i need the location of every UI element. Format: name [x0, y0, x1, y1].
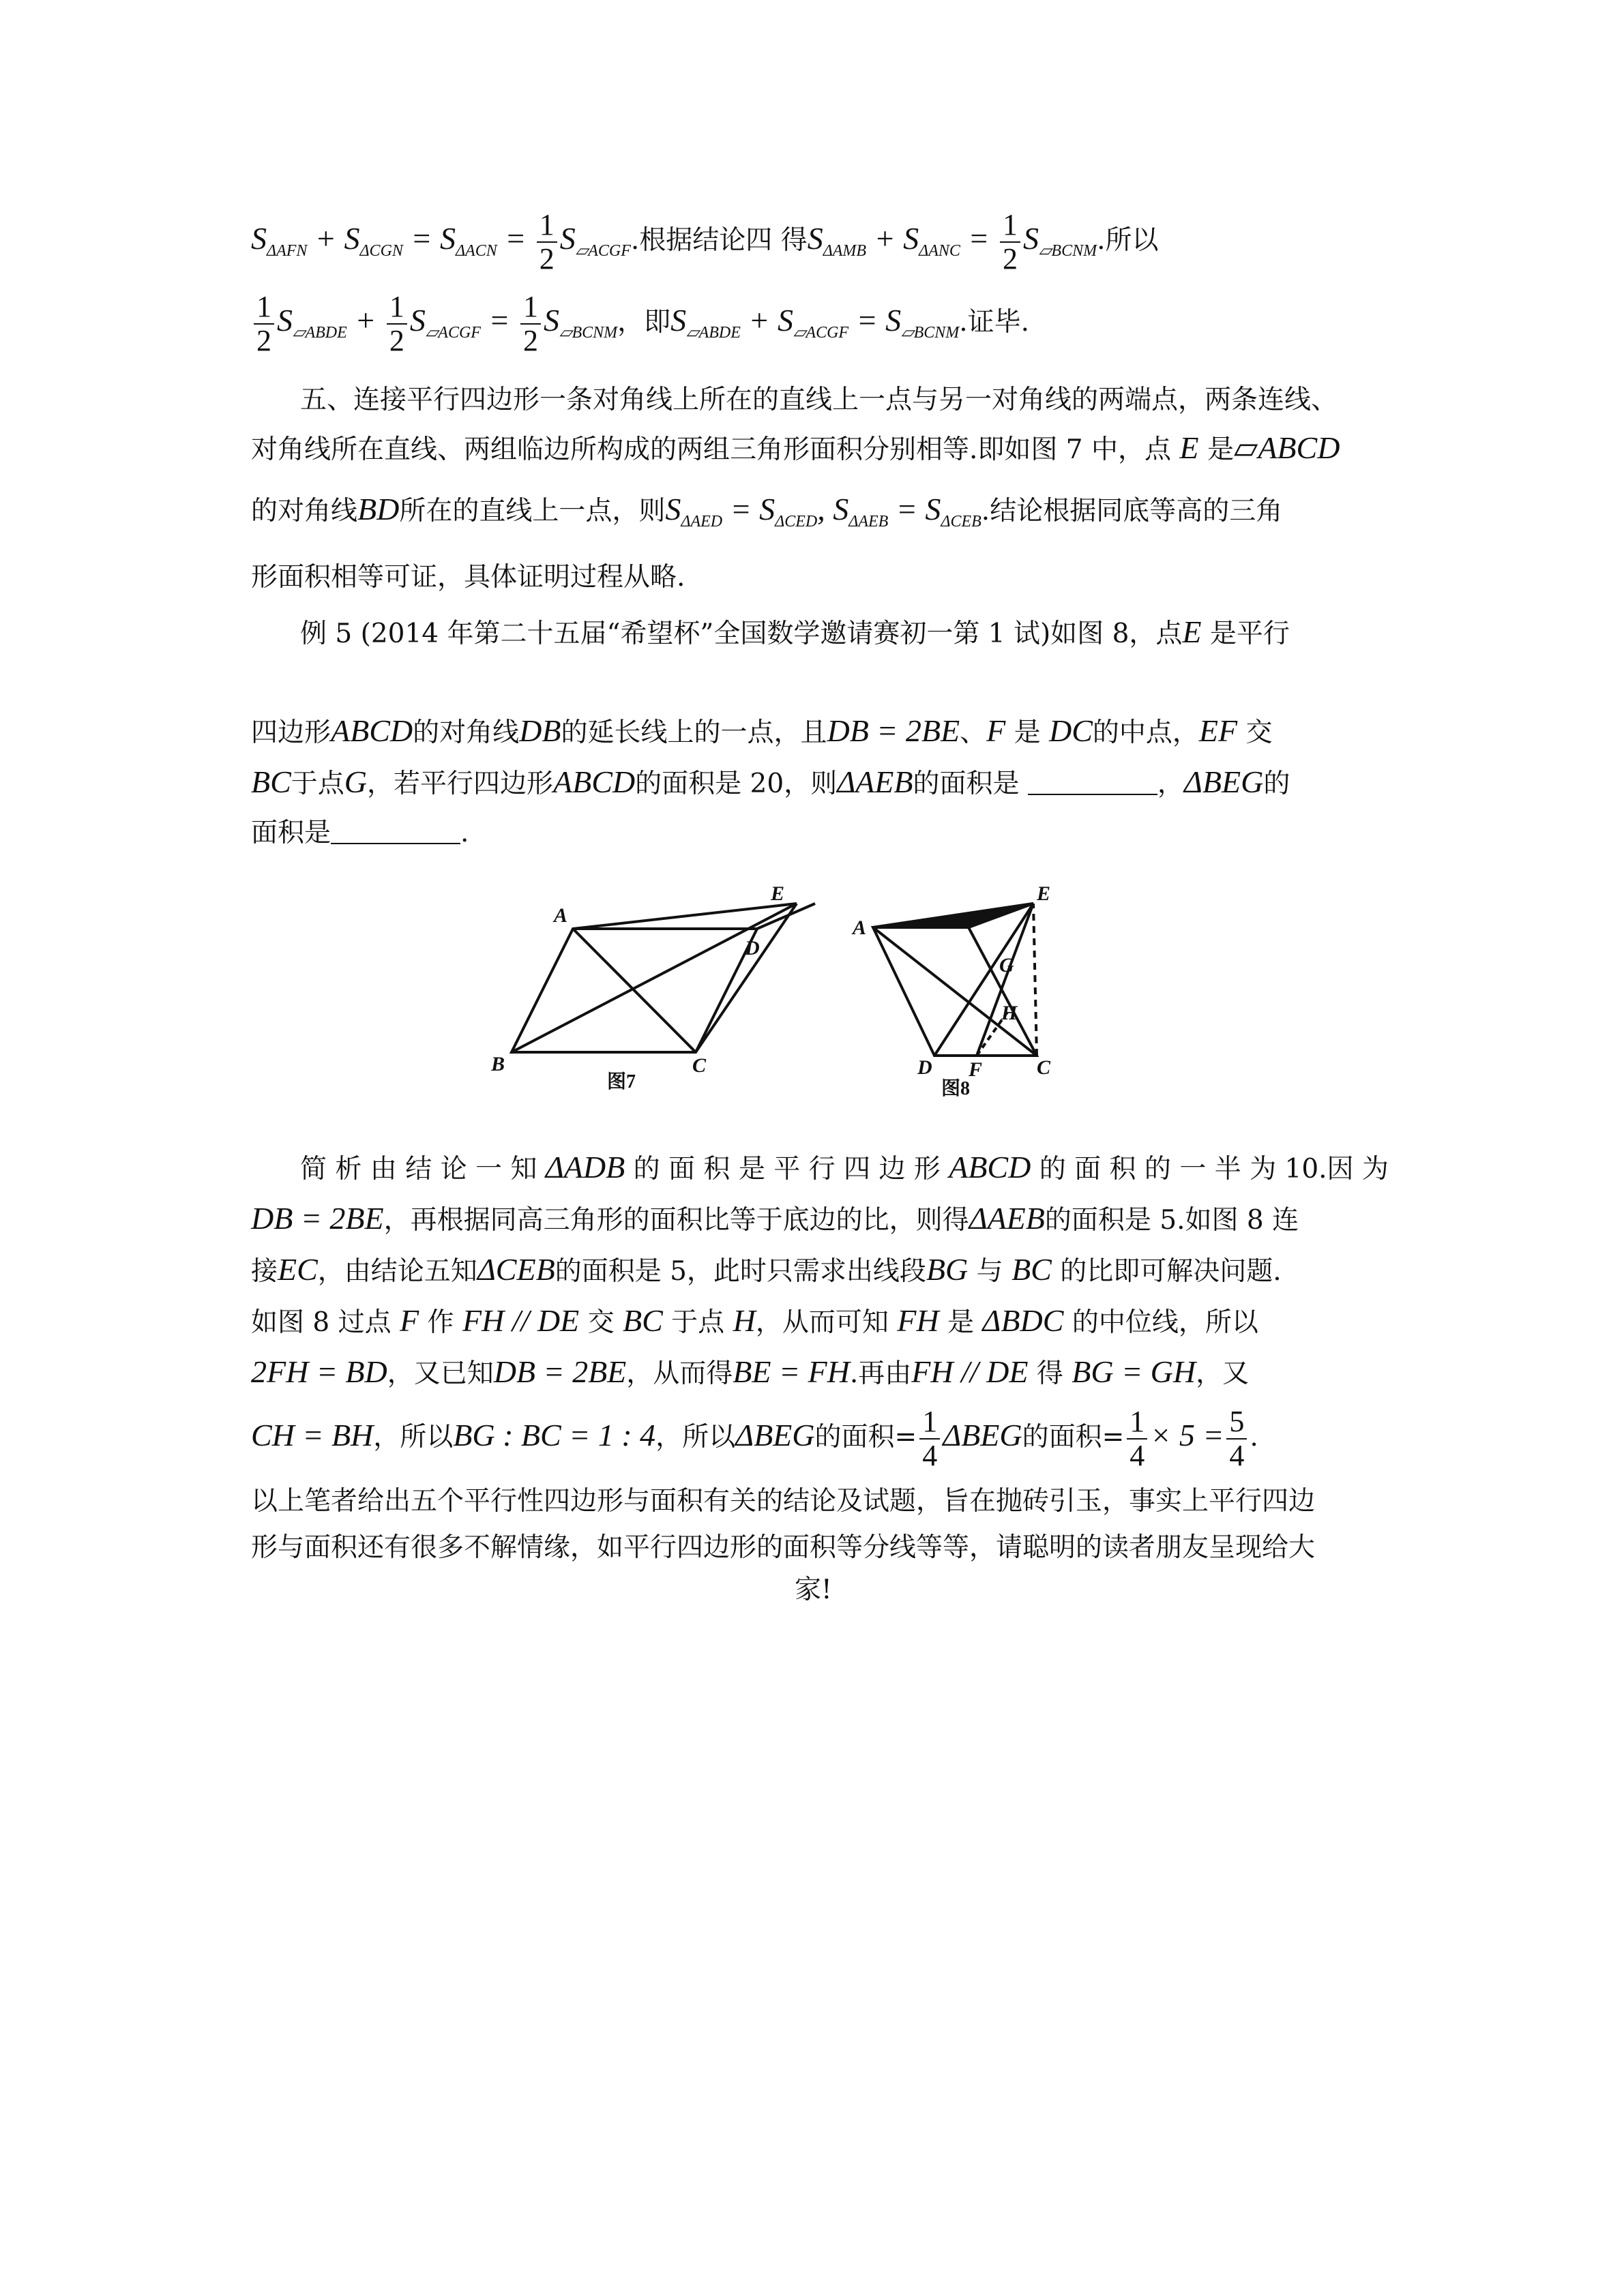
math: =	[722, 492, 760, 526]
text: 交	[587, 1307, 615, 1338]
math: ABCD	[553, 764, 636, 799]
label-b: B	[491, 1053, 505, 1075]
text: ，又已知	[387, 1358, 494, 1389]
text: ，由结论五知	[317, 1256, 477, 1287]
text: .	[460, 818, 469, 848]
math: ABCD	[331, 713, 413, 748]
math: =	[848, 303, 886, 338]
label-h-8: H	[1001, 1002, 1018, 1024]
math: S	[439, 221, 456, 256]
subscript: ΔAEB	[848, 513, 889, 531]
math: CH = BH	[251, 1418, 374, 1452]
text: 例 5 (2014 年第二十五届“希望杯”全国数学邀请赛初一第 1 试)如图 8，点	[300, 618, 1183, 649]
math: ΔBEG	[735, 1418, 815, 1452]
math: S	[807, 221, 823, 256]
text: .结论根据同底等高的三角	[981, 496, 1283, 526]
math: BC	[251, 764, 291, 799]
denominator: 2	[523, 324, 538, 357]
fraction	[520, 290, 541, 357]
math: DB = 2BE	[827, 713, 960, 748]
paragraph-5-line-4: 形面积相等可证，具体证明过程从略.	[251, 562, 685, 593]
fraction	[919, 1405, 940, 1472]
math: BD	[357, 492, 400, 526]
denominator: 4	[1130, 1439, 1145, 1472]
math: S	[409, 303, 426, 338]
numerator: 1	[537, 209, 557, 243]
denominator: 2	[539, 242, 555, 275]
text: 是	[1014, 717, 1041, 748]
label-c-8: C	[1037, 1056, 1051, 1079]
text: .再由	[849, 1358, 912, 1389]
subscript: ▱ABDE	[293, 324, 347, 342]
text: 的面积是	[913, 769, 1020, 799]
analysis-line-1	[300, 1146, 1389, 1191]
text: 的比即可解决问题.	[1060, 1256, 1282, 1287]
label-d: D	[745, 937, 760, 959]
label-c: C	[692, 1054, 707, 1077]
text: 的中点，	[1092, 717, 1199, 748]
subscript: ΔANC	[919, 242, 960, 260]
subscript: ▱BCNM	[1038, 242, 1097, 260]
fraction	[1127, 1405, 1147, 1472]
analysis-line-5	[251, 1350, 1383, 1396]
text: ，所以	[373, 1422, 454, 1452]
text: 是	[1207, 434, 1234, 465]
subscript: ΔAED	[681, 513, 723, 531]
text: 是	[947, 1307, 974, 1338]
subscript: ΔAMB	[823, 242, 867, 260]
text: 的面积是 20，则	[635, 769, 838, 799]
example-5-line-1	[300, 610, 1383, 656]
fraction	[537, 209, 557, 275]
math: ΔCEB	[477, 1252, 555, 1287]
formula-line-2	[251, 286, 1383, 367]
text: ，再根据同高三角形的面积比等于底边的比，则得	[383, 1205, 969, 1236]
numerator: 1	[387, 290, 407, 325]
text: 如图 8 过点	[251, 1307, 392, 1338]
analysis-line-6	[251, 1398, 1383, 1475]
math: +	[307, 221, 344, 256]
math: EC	[278, 1252, 318, 1287]
text: 的 面 积 的 一 半 为 10.因 为	[1039, 1154, 1389, 1184]
example-5-line-4	[251, 811, 1383, 855]
label-f-8: F	[969, 1058, 983, 1081]
math: ABCD	[949, 1150, 1031, 1184]
denominator: 2	[256, 324, 271, 357]
subscript: ▱BCNM	[901, 324, 960, 342]
example-5-line-2	[251, 709, 1383, 755]
text: .证毕.	[959, 307, 1030, 338]
numerator: 1	[1000, 209, 1020, 243]
fraction	[1226, 1405, 1247, 1472]
math: BC	[1012, 1252, 1052, 1287]
example-5-line-3	[251, 760, 1383, 806]
math: ΔAEB	[837, 764, 913, 799]
label-g-8: G	[999, 954, 1014, 976]
text: 所在的直线上一点，则	[399, 496, 666, 526]
math: S	[777, 303, 793, 338]
math: =	[497, 221, 534, 256]
subscript: ▱ACGF	[793, 324, 849, 342]
text: 的面积=	[814, 1422, 917, 1452]
math: EF	[1198, 713, 1238, 748]
denominator: 4	[1229, 1439, 1245, 1472]
math: S	[277, 303, 293, 338]
paragraph-5-line-1: 五、连接平行四边形一条对角线上所在的直线上一点与另一对角线的两端点，两条连线、	[300, 385, 1338, 415]
text: ，即	[617, 307, 671, 338]
text: ，从而得	[626, 1358, 733, 1389]
caption-fig7: 图7	[607, 1071, 636, 1092]
math: ΔAEB	[969, 1201, 1045, 1236]
analysis-line-2	[251, 1197, 1383, 1242]
math: =	[402, 221, 440, 256]
math: G	[344, 764, 368, 799]
caption-fig8: 图8	[941, 1078, 971, 1099]
text: ，又	[1196, 1358, 1250, 1389]
text: 的面积=	[1022, 1422, 1125, 1452]
text: .	[1250, 1422, 1258, 1452]
text: .所以	[1097, 225, 1159, 256]
conclusion-line-3: 家!	[795, 1575, 832, 1605]
answer-blank-1	[1028, 771, 1157, 795]
math: S	[1022, 221, 1039, 256]
math: +	[866, 221, 904, 256]
math: S	[665, 492, 681, 526]
text: 的中位线，所以	[1072, 1307, 1258, 1338]
text: 简 析 由 结 论 一 知	[300, 1154, 537, 1184]
math: ΔBEG	[943, 1418, 1022, 1452]
text: 接	[251, 1256, 278, 1287]
fraction	[387, 290, 407, 357]
conclusion-line-2: 形与面积还有很多不解情缘，如平行四边形的面积等分线等等，请聪明的读者朋友呈现给大	[251, 1532, 1316, 1563]
text: ，若平行四边形	[367, 769, 554, 799]
numerator: 1	[1127, 1405, 1147, 1440]
math: BG	[926, 1252, 969, 1287]
math: S	[559, 221, 576, 256]
math: ΔADB	[545, 1150, 625, 1184]
numerator: 1	[919, 1405, 940, 1440]
text: 作	[427, 1307, 454, 1338]
math: DB	[519, 713, 561, 748]
numerator: 1	[254, 290, 274, 325]
subscript: ΔAFN	[267, 242, 308, 260]
math: =	[888, 492, 926, 526]
math: BG = GH	[1072, 1354, 1196, 1389]
analysis-line-3	[251, 1248, 1383, 1294]
math: +	[740, 303, 778, 338]
paragraph-5-line-3	[251, 488, 1383, 543]
denominator: 2	[1002, 242, 1018, 275]
text: 与	[976, 1256, 1003, 1287]
figure-8	[873, 904, 1037, 1056]
math: BG : BC = 1 : 4	[453, 1418, 656, 1452]
math: FH // DE	[911, 1354, 1029, 1389]
math: S	[903, 221, 919, 256]
subscript: ▱BCNM	[559, 324, 618, 342]
math: H	[733, 1303, 756, 1338]
text: 交	[1245, 717, 1273, 748]
math: ΔBEG	[1183, 764, 1264, 799]
math: BC	[622, 1303, 663, 1338]
math: DB = 2BE	[493, 1354, 627, 1389]
math: ΔBDC	[982, 1303, 1064, 1338]
text: 的	[1263, 769, 1290, 799]
subscript: ▱ACGF	[575, 242, 631, 260]
math: ▱ABCD	[1233, 430, 1340, 465]
label-e: E	[771, 882, 785, 905]
subscript: ΔACN	[455, 242, 497, 260]
denominator: 4	[922, 1439, 938, 1472]
math: E	[1179, 430, 1199, 465]
math: S	[670, 303, 687, 338]
text: 的面积是 5.如图 8 连	[1044, 1205, 1299, 1236]
text: 四边形	[251, 717, 331, 748]
line-ce-8	[1033, 904, 1037, 1056]
line-ce	[696, 904, 797, 1052]
math: F	[400, 1303, 419, 1338]
text: ，所以	[655, 1422, 736, 1452]
text: .根据结论四 得	[630, 225, 808, 256]
subscript: ▱ABDE	[686, 324, 741, 342]
numerator: 5	[1226, 1405, 1247, 1440]
conclusion-line-1: 以上笔者给出五个平行性四边形与面积有关的结论及试题，旨在抛砖引玉，事实上平行四边	[251, 1486, 1316, 1517]
text: 于点	[671, 1307, 725, 1338]
math: DC	[1049, 713, 1093, 748]
math: =	[480, 303, 518, 338]
line-ac-8	[873, 927, 1037, 1056]
analysis-line-4	[251, 1299, 1383, 1345]
subscript: ΔCGN	[359, 242, 403, 260]
formula-line-1	[251, 205, 1383, 285]
math: 2FH = BD	[251, 1354, 387, 1389]
denominator: 2	[389, 324, 404, 357]
label-a-8: A	[853, 916, 867, 939]
text: 的对角线	[413, 717, 520, 748]
text: 面积是	[251, 818, 331, 848]
math: S	[885, 303, 902, 338]
line-ac	[573, 929, 696, 1052]
text: 对角线所在直线、两组临边所构成的两组三角形面积分别相等.即如图 7 中，点	[251, 434, 1172, 465]
math: S	[759, 492, 776, 526]
text: ，从而可知	[755, 1307, 889, 1338]
text: 得	[1036, 1358, 1063, 1389]
fraction	[254, 290, 274, 357]
text: 、	[960, 717, 987, 748]
subscript: ▱ACGF	[425, 324, 481, 342]
label-e-8: E	[1037, 882, 1051, 905]
math: +	[346, 303, 384, 338]
subscript: ΔCED	[775, 513, 818, 531]
math: S	[925, 492, 941, 526]
math: F	[986, 713, 1006, 748]
text: 的对角线	[251, 496, 358, 526]
text: 的延长线上的一点，且	[561, 717, 827, 748]
math: E	[1182, 614, 1202, 649]
math: S	[344, 221, 360, 256]
math: S	[544, 303, 559, 338]
math: × 5 =	[1150, 1418, 1224, 1452]
math: FH // DE	[462, 1303, 580, 1338]
math: S	[251, 221, 267, 256]
label-d-8: D	[917, 1056, 932, 1079]
text: 的 面 积 是 平 行 四 边 形	[633, 1154, 941, 1184]
fraction	[1000, 209, 1020, 275]
math: BE = FH	[733, 1354, 850, 1389]
text: 的面积是 5，此时只需求出线段	[555, 1256, 926, 1287]
math: DB = 2BE	[251, 1201, 384, 1236]
subscript: ΔCEB	[941, 513, 981, 531]
paragraph-5-line-2	[251, 426, 1383, 472]
math: =	[960, 221, 997, 256]
text: ，	[1157, 769, 1184, 799]
answer-blank-2	[331, 820, 460, 844]
text: 于点	[291, 769, 344, 799]
math: FH	[897, 1303, 939, 1338]
numerator: 1	[520, 290, 541, 325]
math: ,	[817, 492, 833, 526]
label-a: A	[554, 904, 568, 927]
figures-7-8	[491, 873, 1105, 1118]
math: S	[833, 492, 849, 526]
text: 是平行	[1209, 618, 1290, 649]
